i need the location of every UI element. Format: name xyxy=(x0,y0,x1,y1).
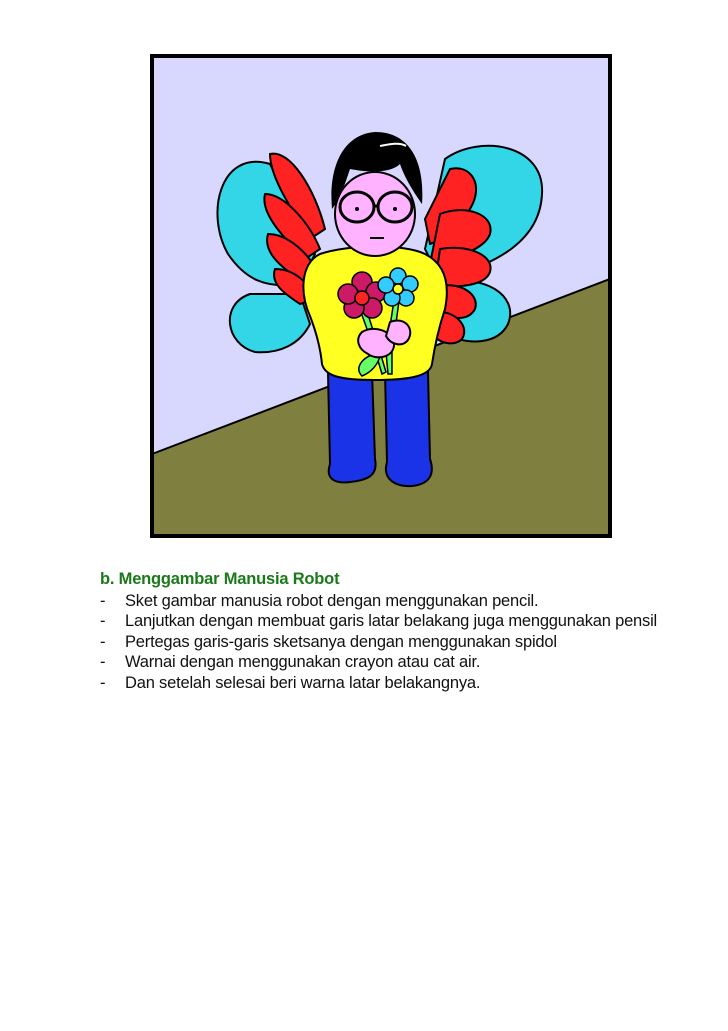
robot-girl-illustration xyxy=(150,54,612,538)
bullet-dash: - xyxy=(100,591,106,610)
step-text: Warnai dengan menggunakan crayon atau cat air. xyxy=(125,653,481,671)
step-text: Sket gambar manusia robot dengan menggunakan pencil. xyxy=(125,591,539,610)
left-eye xyxy=(355,207,359,211)
bullet-dash: - xyxy=(100,632,106,651)
illustration-canvas xyxy=(150,54,612,538)
step-item xyxy=(100,591,680,612)
step-item xyxy=(100,673,680,694)
bullet-dash: - xyxy=(100,612,106,630)
section-title: b. Menggambar Manusia Robot xyxy=(100,570,340,588)
bullet-dash: - xyxy=(100,673,106,692)
instructions-section xyxy=(100,569,680,693)
bullet-dash: - xyxy=(100,653,106,671)
right-eye xyxy=(393,207,397,211)
step-item xyxy=(100,632,680,653)
step-text: Dan setelah selesai beri warna latar belakangnya. xyxy=(125,673,481,692)
face xyxy=(335,172,415,256)
step-item xyxy=(100,611,680,632)
step-text: Pertegas garis-garis sketsanya dengan menggunakan spidol xyxy=(125,632,557,651)
step-text: Lanjutkan dengan membuat garis latar belakang juga menggunakan pensil xyxy=(125,612,657,630)
steps-list xyxy=(100,591,680,694)
step-item xyxy=(100,652,680,673)
